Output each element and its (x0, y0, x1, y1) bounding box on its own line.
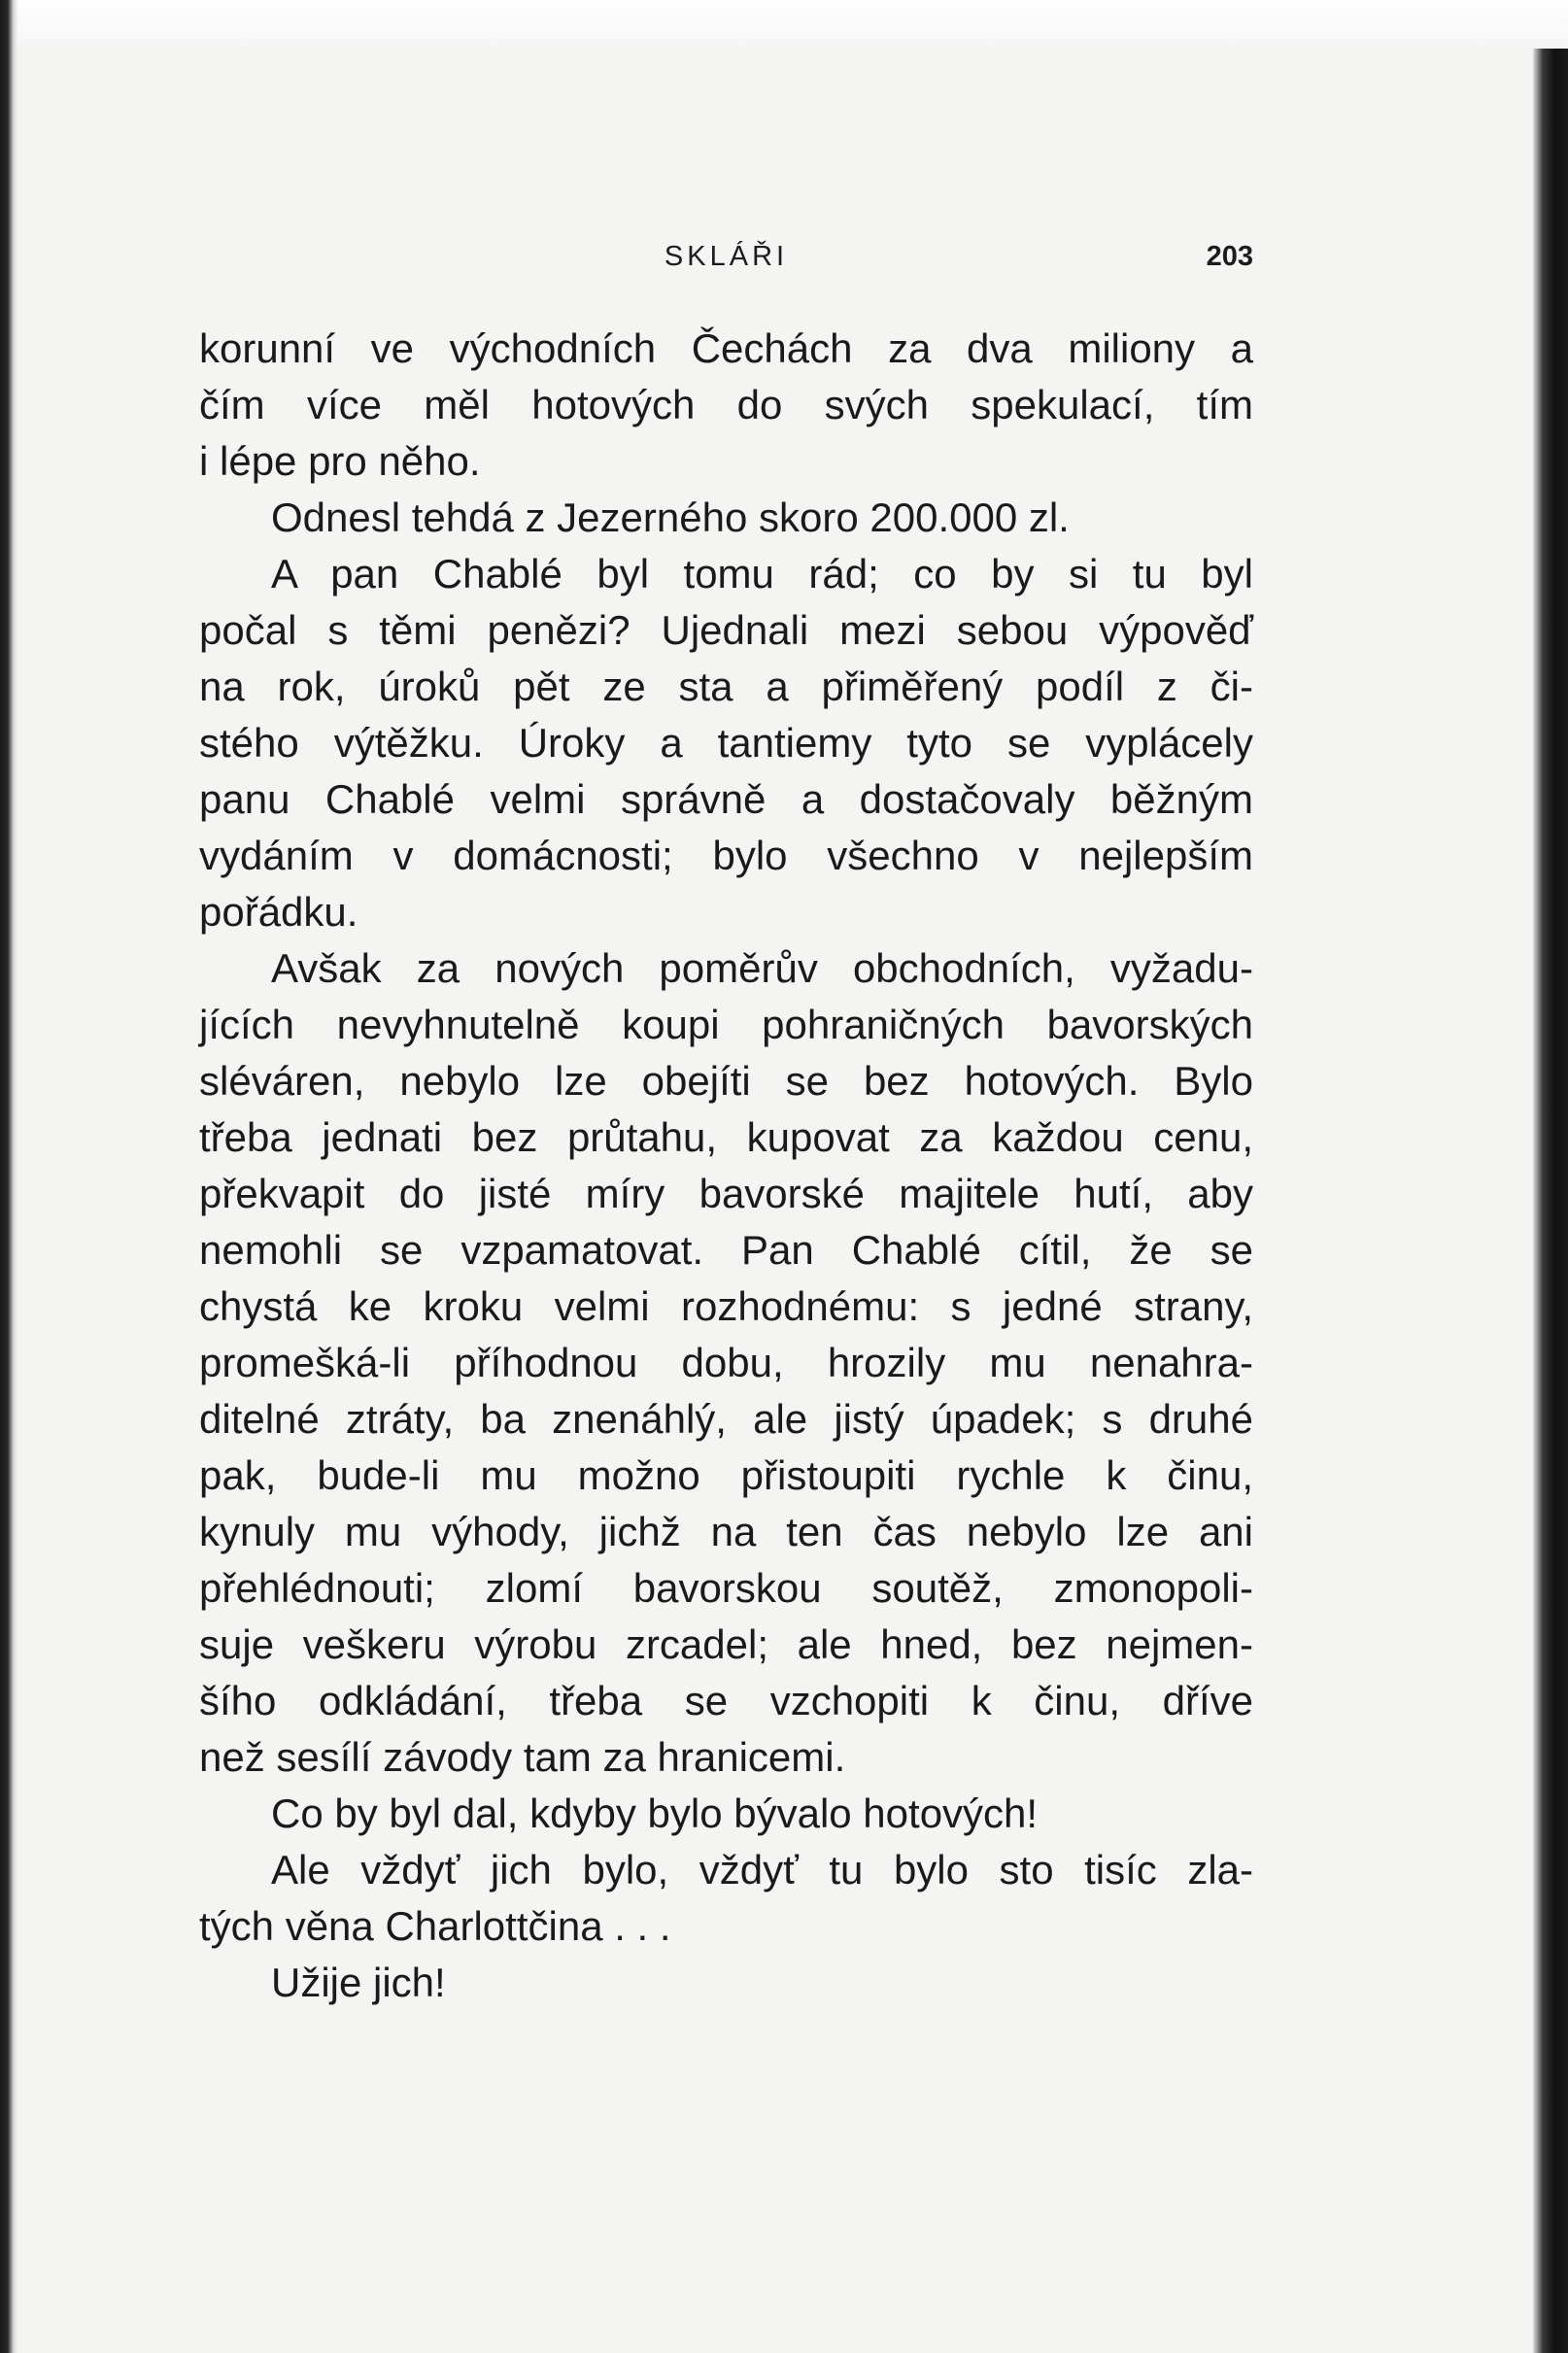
text-line: než sesílí závody tam za hranicemi. (199, 1734, 846, 1780)
text-line: Užije jich! (271, 1960, 446, 2005)
text-line: suje veškeru výrobu zrcadel; ale hned, bez nejmen- (199, 1621, 1253, 1667)
text-line: Odnesl tehdá z Jezerného skoro 200.000 zl. (271, 494, 1070, 540)
text-line: ditelné ztráty, ba znenáhlý, ale jistý úpadek; s druhé (199, 1396, 1253, 1442)
text-line: čím více měl hotových do svých spekulací, tím (199, 382, 1253, 427)
body-text (199, 321, 1253, 2011)
text-line: Co by byl dal, kdyby bylo bývalo hotových! (271, 1790, 1039, 1836)
text-line: jících nevyhnutelně koupi pohraničných bavorských (199, 1002, 1253, 1047)
text-line: kynuly mu výhody, jichž na ten čas nebylo lze ani (199, 1509, 1253, 1554)
scan-left-edge (0, 0, 17, 2353)
text-line: počal s těmi penězi? Ujednali mezi sebou výpověď (199, 607, 1253, 653)
text-line: stého výtěžku. Úroky a tantiemy tyto se vyplácely (199, 720, 1253, 766)
text-line: Avšak za nových poměrův obchodních, vyžadu- (271, 945, 1253, 991)
text-line: překvapit do jisté míry bavorské majitele hutí, aby (199, 1171, 1253, 1216)
text-line: Ale vždyť jich bylo, vždyť tu bylo sto tisíc zla- (271, 1847, 1253, 1893)
text-line: pak, bude-li mu možno přistoupiti rychle k činu, (199, 1452, 1253, 1498)
running-head: SKLÁŘI (664, 241, 789, 272)
text-line: panu Chablé velmi správně a dostačovaly běžným (199, 776, 1253, 822)
text-line: šího odkládání, třeba se vzchopiti k činu, dříve (199, 1678, 1253, 1723)
text-line: A pan Chablé byl tomu rád; co by si tu byl (271, 551, 1253, 597)
page-header (199, 241, 1253, 280)
text-line: chystá ke kroku velmi rozhodnému: s jedné strany, (199, 1283, 1253, 1329)
text-line: třeba jednati bez průtahu, kupovat za každou cenu, (199, 1114, 1253, 1160)
text-line: vydáním v domácnosti; bylo všechno v nejlepším (199, 833, 1253, 878)
text-line: na rok, úroků pět ze sta a přiměřený podíl z či- (199, 664, 1253, 709)
text-line: přehlédnouti; zlomí bavorskou soutěž, zmonopoli- (199, 1565, 1253, 1611)
text-line: nemohli se vzpamatovat. Pan Chablé cítil, že se (199, 1227, 1253, 1273)
text-line: promešká-li příhodnou dobu, hrozily mu nenahra- (199, 1340, 1253, 1385)
text-line: i lépe pro něho. (199, 438, 481, 484)
scan-right-edge (1533, 49, 1568, 2353)
page-number: 203 (1206, 241, 1253, 272)
text-line: tých věna Charlottčina . . . (199, 1903, 671, 1949)
text-line: sléváren, nebylo lze obejíti se bez hotových. Bylo (199, 1058, 1253, 1104)
scan-top-edge (0, 0, 1568, 51)
text-line: pořádku. (199, 889, 358, 935)
text-line: korunní ve východních Čechách za dva miliony a (199, 325, 1253, 371)
